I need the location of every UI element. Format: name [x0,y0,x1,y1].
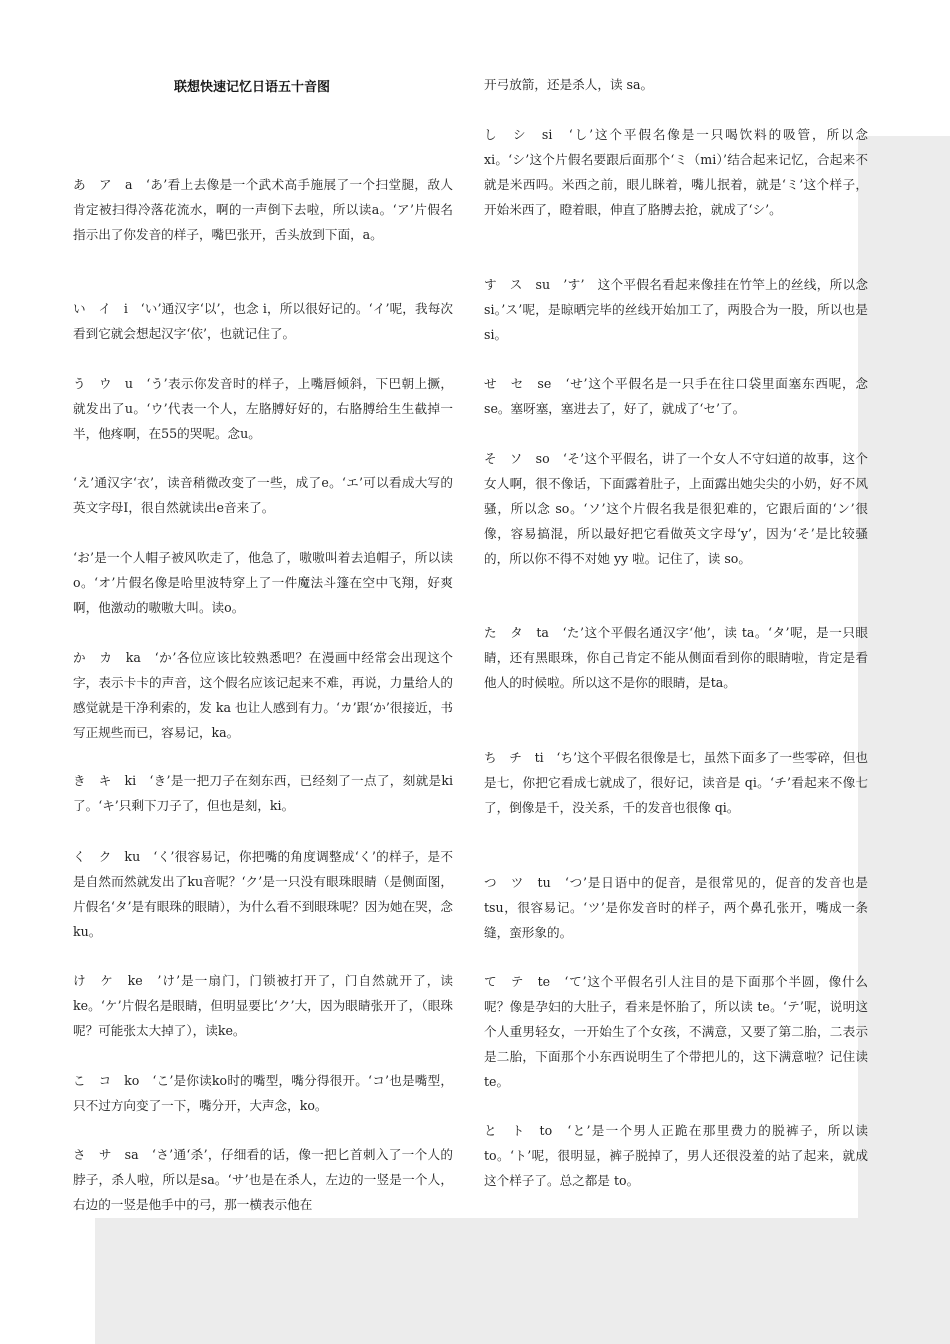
paragraph-ku: く ク ku ‘く’很容易记，你把嘴的角度调整成‘く’的样子，是不是自然而然就发出了ku音呢？‘ク’是一只没有眼珠眼睛（是侧面图，片假名‘タ’是有眼珠的眼睛），为什么看不到眼珠呢？因为她在哭，念ku。 [73,849,453,939]
paragraph-sa: さ サ sa ‘さ’通‘杀’，仔细看的话，像一把匕首刺入了一个人的脖子，杀人啦，所以是sa。‘サ’也是在杀人，左边的一竖是一个人，右边的一竖是他手中的弓，那一横表示他在 [73,1147,453,1212]
paragraph-se: せ セ se ‘せ’这个平假名是一只手在往口袋里面塞东西呢，念 se。塞呀塞，塞进去了，好了，就成了‘セ’了。 [484,376,868,416]
paragraph-e: ‘え’通汉字‘衣’，读音稍微改变了一些，成了e。‘エ’可以看成大写的英文字母I，很自然就读出e音来了。 [73,475,453,515]
paragraph-te: て テ te ‘て’这个平假名引人注目的是下面那个半圆，像什么呢？像是孕妇的大肚子，看来是怀胎了，所以读 te。‘テ’呢，说明这个人重男轻女，一开始生了个女孩，不满意，又要了第二胎，二表示是二胎，下面那个小东西说明生了个带把儿的，这下满意啦？记住读 te。 [484,974,868,1089]
paragraph-a: あ ア a ‘あ’看上去像是一个武术高手施展了一个扫堂腿，敌人肯定被扫得冷落花流水，啊的一声倒下去啦，所以读a。‘ア’片假名指示出了你发音的样子，嘴巴张开，舌头放到下面，a。 [73,177,453,242]
paragraph-shi: し シ si ‘し’这个平假名像是一只喝饮料的吸管，所以念 xi。‘シ’这个片假名要跟后面那个‘ミ（mi）’结合起来记忆，合起来不就是米西吗。米西之前，眼儿眯着，嘴儿抿着，就是‘ミ’这个样子，开始米西了，瞪着眼，伸直了胳膊去抢，就成了‘シ’。 [484,127,868,217]
paragraph-so: そ ソ so ‘そ’这个平假名，讲了一个女人不守妇道的故事，这个女人啊，很不像话，下面露着肚子，上面露出她尖尖的小奶，好不风骚，所以念 so。‘ソ’这个片假名我是很犯难的，它跟后面的‘ン’很像，容易搞混，所以最好把它看做英文字母‘y’，因为‘そ’是比较骚的，所以你不得不对她 yy 啦。记住了，读 so。 [484,451,868,566]
paragraph-ka: か カ ka ‘か’各位应该比较熟悉吧？在漫画中经常会出现这个字，表示卡卡的声音，这个假名应该记起来不难，再说，力量给人的感觉就是干净利索的，发 ka 也让人感到有力。‘カ’跟‘か’很接近，书写正规些而已，容易记，ka。 [73,650,453,740]
paragraph-ke: け ケ ke ’け’是一扇门，门锁被打开了，门自然就开了，读ke。‘ケ’片假名是眼睛，但明显要比‘ク’大，因为眼睛张开了，（眼珠呢？可能张太大掉了），读ke。 [73,973,453,1038]
paragraph-tsu: つ ツ tu ‘つ’是日语中的促音，是很常见的，促音的发音也是 tsu，很容易记。‘ツ’是你发音时的样子，两个鼻孔张开，嘴成一条缝，蛮形象的。 [484,875,868,940]
paragraph-ko: こ コ ko ‘こ’是你读ko时的嘴型，嘴分得很开。‘コ’也是嘴型，只不过方向变了一下，嘴分开，大声念，ko。 [73,1073,453,1113]
paragraph-su: す ス su ’す’ 这个平假名看起来像挂在竹竿上的丝线，所以念 si。’ス’呢，是晾晒完毕的丝线开始加工了，两股合为一股，所以也是 si。 [484,277,868,342]
paragraph-chi: ち チ ti ‘ち’这个平假名很像是七，虽然下面多了一些零碎，但也是七，你把它看成七就成了，很好记，读音是 qi。‘チ’看起来不像七了，倒像是千，没关系，千的发音也很像 qi。 [484,750,868,815]
document-title: 联想快速记忆日语五十音图 [174,80,331,95]
paragraph-to: と ト to ‘と’是一个男人正跪在那里费力的脱裤子，所以读 to。‘ト’呢，很明显，裤子脱掉了，男人还很没羞的站了起来，就成这个样子了。总之都是 to。 [484,1123,868,1188]
paragraph-ki: き キ ki ‘き’是一把刀子在刻东西，已经刻了一点了，刻就是ki了。‘キ’只剩下刀子了，但也是刻，ki。 [73,773,453,813]
paragraph-o: ‘お’是一个人帽子被风吹走了，他急了，嗷嗷叫着去追帽子，所以读o。‘オ’片假名像是哈里波特穿上了一件魔法斗篷在空中飞翔，好爽啊，他激动的嗷嗷大叫。读o。 [73,550,453,615]
paragraph-u: う ウ u ‘う’表示你发音时的样子，上嘴唇倾斜，下巴朝上撅，就发出了u。‘ウ’代表一个人，左胳膊好好的，右胳膊给生生截掉一半，他疼啊，在55的哭呢。念u。 [73,376,453,441]
paragraph-i: い イ i ‘い’通汉字‘以’，也念 i，所以很好记的。‘イ’呢，我每次看到它就会想起汉字‘依’，也就记住了。 [73,301,453,341]
paragraph-ta: た タ ta ‘た’这个平假名通汉字‘他’，读 ta。‘タ’呢，是一只眼睛，还有黑眼珠，你自己肯定不能从侧面看到你的眼睛啦，肯定是看他人的时候啦。所以这不是你的眼睛，是ta。 [484,625,868,690]
paragraph-sa-cont: 开弓放箭，还是杀人，读 sa。 [484,77,654,92]
